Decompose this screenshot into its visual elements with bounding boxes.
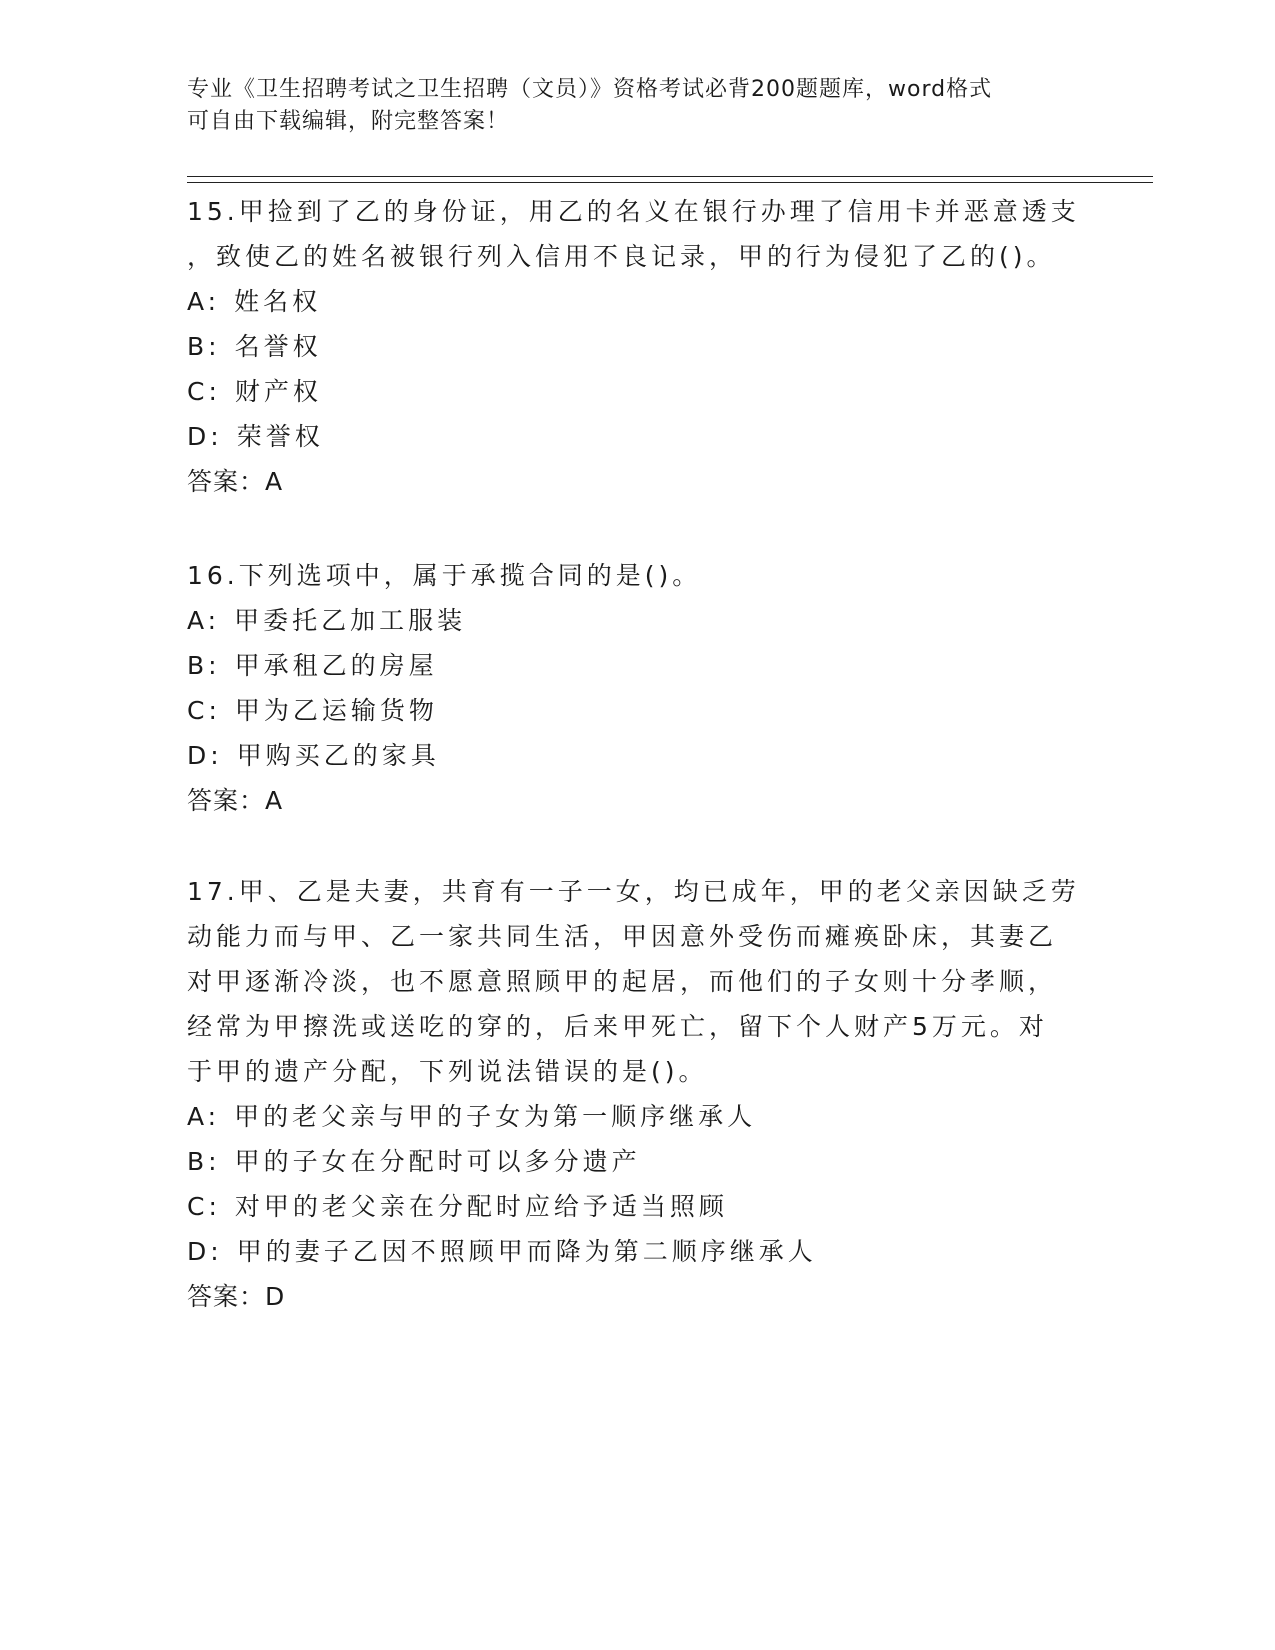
- option-letter: B:: [187, 332, 221, 361]
- option-a: [187, 598, 1087, 643]
- option-text: 甲的子女在分配时可以多分遗产: [234, 1147, 641, 1176]
- option-letter: D:: [187, 741, 223, 770]
- answer-line: 答案：A: [187, 467, 284, 496]
- option-d: [187, 733, 1087, 778]
- option-letter: D:: [187, 1237, 223, 1266]
- option-text: 甲购买乙的家具: [236, 741, 440, 770]
- header-divider-bottom: [187, 182, 1153, 183]
- option-text: 甲承租乙的房屋: [234, 651, 438, 680]
- option-c: [187, 369, 1087, 414]
- option-text: 荣誉权: [236, 422, 324, 451]
- option-b: [187, 643, 1087, 688]
- option-text: 甲的老父亲与甲的子女为第一顺序继承人: [234, 1102, 757, 1131]
- document-header: [187, 74, 1067, 138]
- option-letter: A:: [187, 1102, 221, 1131]
- option-c: [187, 1184, 1087, 1229]
- option-letter: C:: [187, 696, 221, 725]
- header-divider-top: [187, 176, 1153, 177]
- question-16: [187, 553, 1087, 823]
- option-text: 财产权: [234, 377, 322, 406]
- option-letter: C:: [187, 377, 221, 406]
- option-letter: A:: [187, 606, 221, 635]
- option-letter: B:: [187, 1147, 221, 1176]
- option-letter: C:: [187, 1192, 221, 1221]
- option-text: 名誉权: [234, 332, 322, 361]
- question-stem-line: 动能力而与甲、乙一家共同生活，甲因意外受伤而瘫痪卧床，其妻乙: [187, 922, 1058, 951]
- option-text: 姓名权: [234, 287, 322, 316]
- option-letter: D:: [187, 422, 223, 451]
- option-d: [187, 414, 1087, 459]
- question-stem-line: 17.甲、乙是夫妻，共育有一子一女，均已成年，甲的老父亲因缺乏劳: [187, 877, 1080, 906]
- option-b: [187, 1139, 1087, 1184]
- option-letter: A:: [187, 287, 221, 316]
- option-text: 甲为乙运输货物: [234, 696, 438, 725]
- option-text: 甲委托乙加工服装: [234, 606, 467, 635]
- question-stem-line: ，致使乙的姓名被银行列入信用不良记录，甲的行为侵犯了乙的()。: [187, 242, 1056, 271]
- option-text: 对甲的老父亲在分配时应给予适当照顾: [234, 1192, 728, 1221]
- header-line-2: 可自由下载编辑，附完整答案！: [187, 109, 510, 134]
- header-line-1: 专业《卫生招聘考试之卫生招聘（文员）》资格考试必背200题题库，word格式: [187, 77, 993, 102]
- option-b: [187, 324, 1087, 369]
- question-stem-line: 16.下列选项中，属于承揽合同的是()。: [187, 561, 702, 590]
- option-a: [187, 279, 1087, 324]
- option-c: [187, 688, 1087, 733]
- answer-line: 答案：D: [187, 1282, 286, 1311]
- question-stem-line: 经常为甲擦洗或送吃的穿的，后来甲死亡，留下个人财产5万元。对: [187, 1012, 1048, 1041]
- question-stem-line: 15.甲捡到了乙的身份证，用乙的名义在银行办理了信用卡并恶意透支: [187, 197, 1080, 226]
- question-15: [187, 189, 1087, 504]
- option-letter: B:: [187, 651, 221, 680]
- option-text: 甲的妻子乙因不照顾甲而降为第二顺序继承人: [236, 1237, 817, 1266]
- option-d: [187, 1229, 1087, 1274]
- option-a: [187, 1094, 1087, 1139]
- question-17: [187, 869, 1087, 1319]
- question-stem-line: 于甲的遗产分配，下列说法错误的是()。: [187, 1057, 708, 1086]
- question-stem-line: 对甲逐渐冷淡，也不愿意照顾甲的起居，而他们的子女则十分孝顺，: [187, 967, 1058, 996]
- answer-line: 答案：A: [187, 786, 284, 815]
